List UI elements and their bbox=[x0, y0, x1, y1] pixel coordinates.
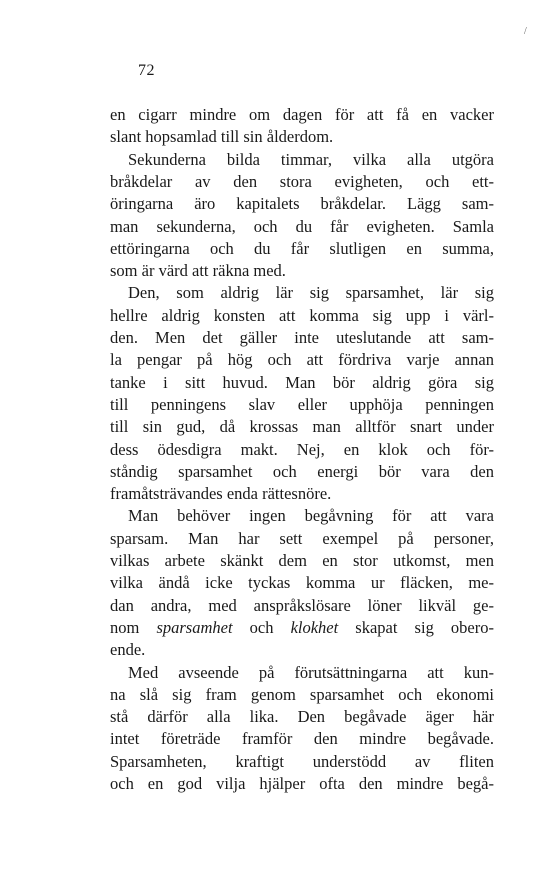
text-line: Sparsamheten, kraftigt understödd av fliten bbox=[110, 751, 494, 771]
text-line: Med avseende på förutsättningarna att kun- bbox=[128, 662, 494, 682]
text-span: och bbox=[232, 617, 291, 637]
text-line: vilkas arbete skänkt dem en stor utkomst, men bbox=[110, 551, 494, 570]
text-line: Sekunderna bilda timmar, vilka alla utgöra bbox=[128, 149, 494, 169]
text-line: vilka ändå icke tyckas komma ur fläcken, me- bbox=[110, 573, 494, 593]
text-line bbox=[110, 617, 494, 639]
text-line: la pengar på hög och att fördriva varje annan bbox=[110, 350, 494, 370]
text-line: hellre aldrig konsten att komma sig upp i värl- bbox=[110, 305, 494, 325]
text-span: nom bbox=[110, 617, 157, 637]
text-line: slant hopsamlad till sin ålderdom. bbox=[110, 127, 334, 147]
text-span: skapat sig obero- bbox=[338, 617, 494, 637]
text-line: framåtsträvandes enda rättesnöre. bbox=[110, 484, 332, 504]
text-line: till penningens slav eller upphöja penningen bbox=[110, 394, 494, 414]
text-line: dan andra, med anspråkslösare löner likväl ge- bbox=[110, 595, 494, 615]
italic-word: klokhet bbox=[290, 617, 339, 637]
text-line: som är värd att räkna med. bbox=[110, 261, 286, 281]
corner-mark: / bbox=[524, 26, 527, 37]
text-line: och en god vilja hjälper ofta den mindre begå- bbox=[110, 774, 494, 793]
text-line: Den, som aldrig lär sig sparsamhet, lär sig bbox=[128, 283, 494, 303]
text-line: ståndig sparsamhet och energi bör vara den bbox=[110, 461, 494, 481]
text-line: till sin gud, då krossas man alltför snart under bbox=[110, 417, 494, 437]
text-line: den. Men det gäller inte uteslutande att sam- bbox=[110, 328, 494, 347]
text-line: ettöringarna och du får slutligen en summa, bbox=[110, 238, 494, 258]
text-line: ende. bbox=[110, 640, 146, 660]
text-line: Man behöver ingen begåvning för att vara bbox=[128, 506, 494, 526]
text-line: dess ödesdigra makt. Nej, en klok och för- bbox=[110, 439, 494, 459]
text-line: en cigarr mindre om dagen för att få en vacker bbox=[110, 105, 494, 124]
text-line: na slå sig fram genom sparsamhet och ekonomi bbox=[110, 684, 494, 704]
page-number: 72 bbox=[138, 62, 155, 79]
text-line: bråkdelar av den stora evigheten, och ett- bbox=[110, 171, 494, 191]
italic-word: sparsamhet bbox=[156, 617, 233, 637]
text-line: sparsam. Man har sett exempel på personer, bbox=[110, 528, 494, 548]
text-line: stå därför alla lika. Den begåvade äger här bbox=[110, 707, 494, 727]
text-line: man sekunderna, och du får evigheten. Samla bbox=[110, 216, 494, 236]
text-line: intet företräde framför den mindre begåvade. bbox=[110, 729, 494, 749]
text-line: öringarna äro kapitalets bråkdelar. Lägg sam- bbox=[110, 194, 494, 214]
text-line: tanke i sitt huvud. Man bör aldrig göra sig bbox=[110, 372, 494, 392]
